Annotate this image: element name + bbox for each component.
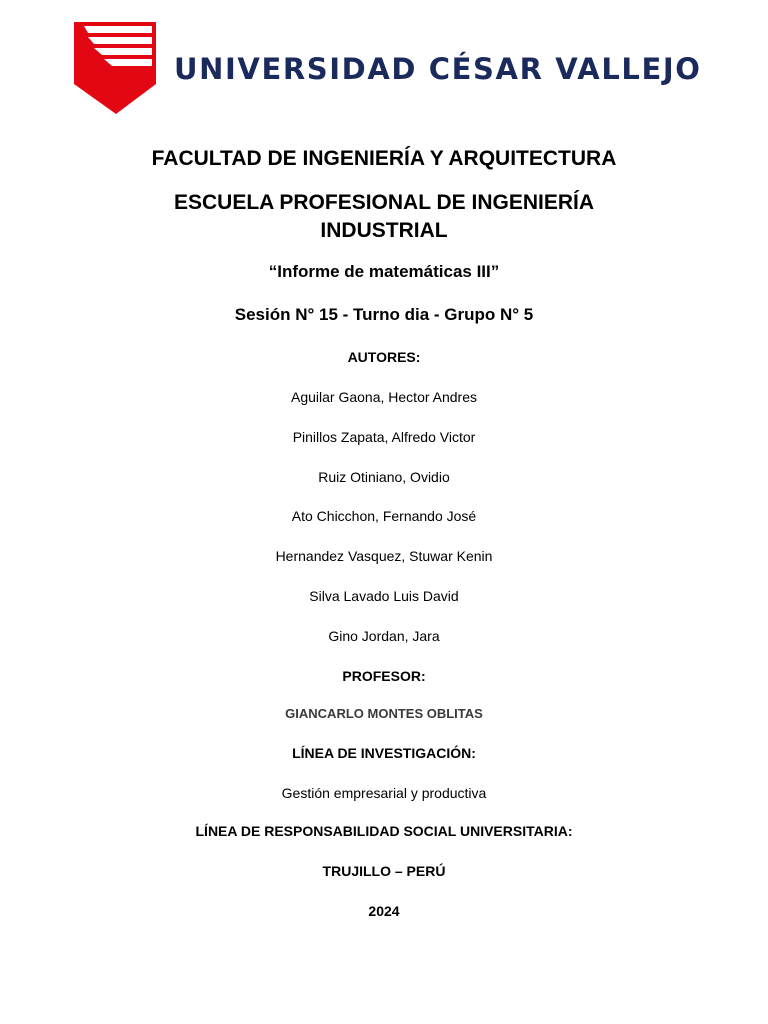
author-item: Hernandez Vasquez, Stuwar Kenin <box>275 548 493 564</box>
professor-heading: PROFESOR: <box>342 668 426 684</box>
author-item: Pinillos Zapata, Alfredo Victor <box>292 429 476 445</box>
research-line: Gestión empresarial y productiva <box>281 785 487 801</box>
school-title-line1: ESCUELA PROFESIONAL DE INGENIERÍA <box>173 191 595 214</box>
university-shield-icon <box>74 22 156 114</box>
author-item: Gino Jordan, Jara <box>328 628 440 644</box>
professor-name: GIANCARLO MONTES OBLITAS <box>285 706 483 721</box>
author-item: Aguilar Gaona, Hector Andres <box>291 389 477 405</box>
university-name: UNIVERSIDAD CÉSAR VALLEJO <box>174 52 702 86</box>
author-item: Ruiz Otiniano, Ovidio <box>318 469 450 485</box>
social-responsibility-heading: LÍNEA DE RESPONSABILIDAD SOCIAL UNIVERSITARIA: <box>195 823 573 839</box>
school-title-line2: INDUSTRIAL <box>320 219 448 242</box>
location: TRUJILLO – PERÚ <box>322 863 446 879</box>
university-logo <box>74 22 702 114</box>
research-line-heading: LÍNEA DE INVESTIGACIÓN: <box>292 745 476 761</box>
report-title: “Informe de matemáticas III” <box>268 262 500 281</box>
author-item: Silva Lavado Luis David <box>309 588 459 604</box>
session-info: Sesión N° 15 - Turno dia - Grupo N° 5 <box>234 305 534 324</box>
year: 2024 <box>368 903 400 919</box>
author-item: Ato Chicchon, Fernando José <box>291 508 477 524</box>
authors-heading: AUTORES: <box>347 349 421 365</box>
faculty-title: FACULTAD DE INGENIERÍA Y ARQUITECTURA <box>151 147 617 170</box>
